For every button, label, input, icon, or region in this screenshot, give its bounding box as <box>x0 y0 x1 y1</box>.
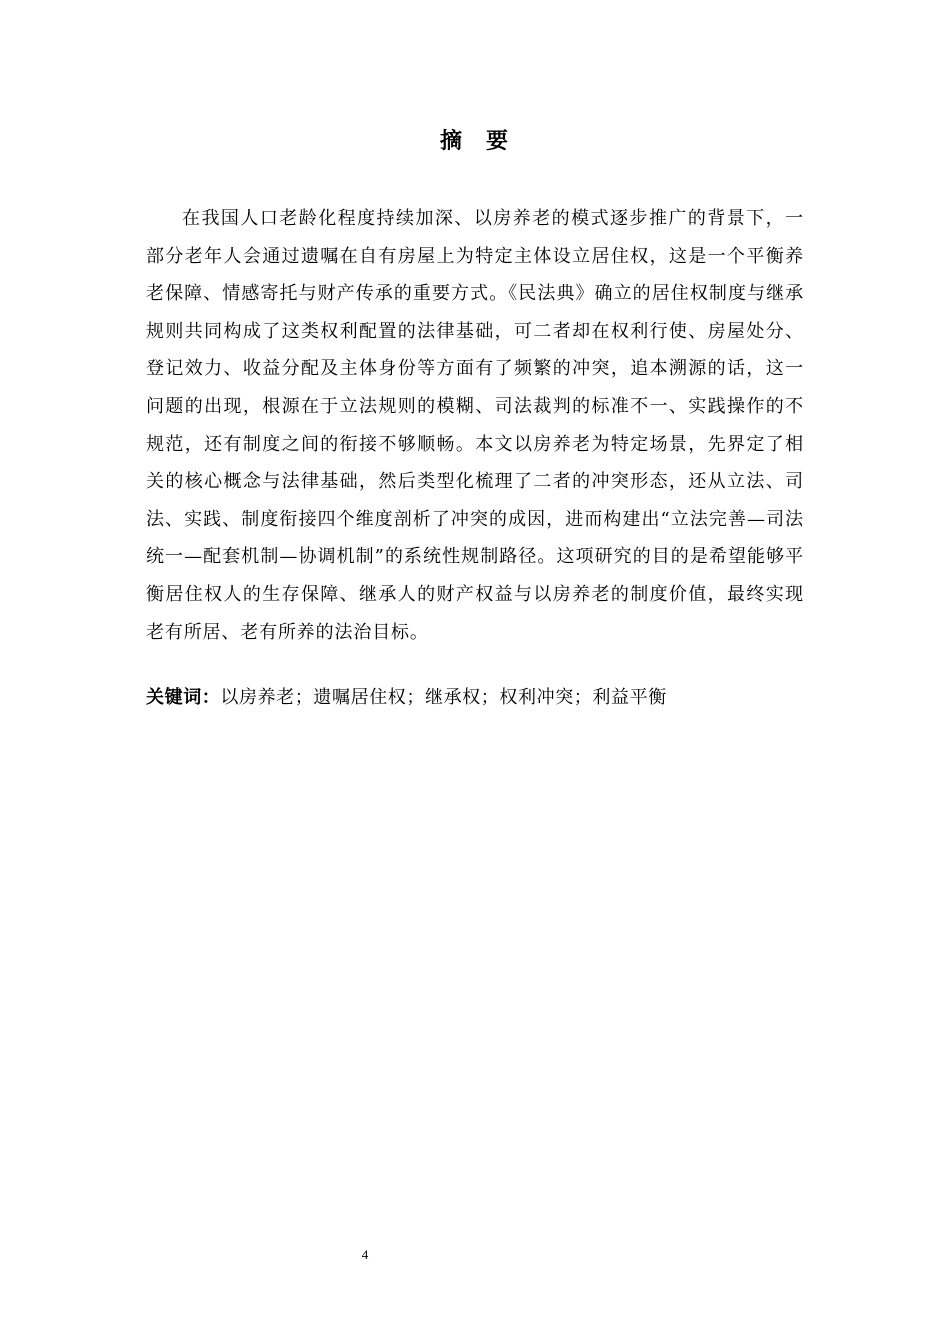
abstract-title-char-2: 要 <box>486 129 511 154</box>
abstract-title <box>0 126 950 158</box>
abstract-body: 在我国人口老龄化程度持续加深、以房养老的模式逐步推广的背景下，一部分老年人会通过遗嘱在自有房屋上为特定主体设立居住权，这是一个平衡养老保障、情感寄托与财产传承的重要方式。《民法典》确立的居住权制度与继承规则共同构成了这类权利配置的法律基础，可二者却在权利行使、房屋处分、登记效力、收益分配及主体身份等方面有了频繁的冲突，追本溯源的话，这一问题的出现，根源在于立法规则的模糊、司法裁判的标准不一、实践操作的不规范，还有制度之间的衔接不够顺畅。本文以房养老为特定场景，先界定了相关的核心概念与法律基础，然后类型化梳理了二者的冲突形态，还从立法、司法、实践、制度衔接四个维度剖析了冲突的成因，进而构建出“立法完善—司法统一—配套机制—协调机制”的系统性规制路径。这项研究的目的是希望能够平衡居住权人的生存保障、继承人的财产权益与以房养老的制度价值，最终实现老有所居、老有所养的法治目标。 <box>146 208 804 643</box>
keywords-label: 关键词： <box>146 687 221 708</box>
keywords-line <box>146 683 804 713</box>
abstract-title-char-1: 摘 <box>439 129 464 154</box>
page-number: 4 <box>361 1247 369 1262</box>
keywords-text: 以房养老；遗嘱居住权；继承权；权利冲突；利益平衡 <box>220 687 667 708</box>
